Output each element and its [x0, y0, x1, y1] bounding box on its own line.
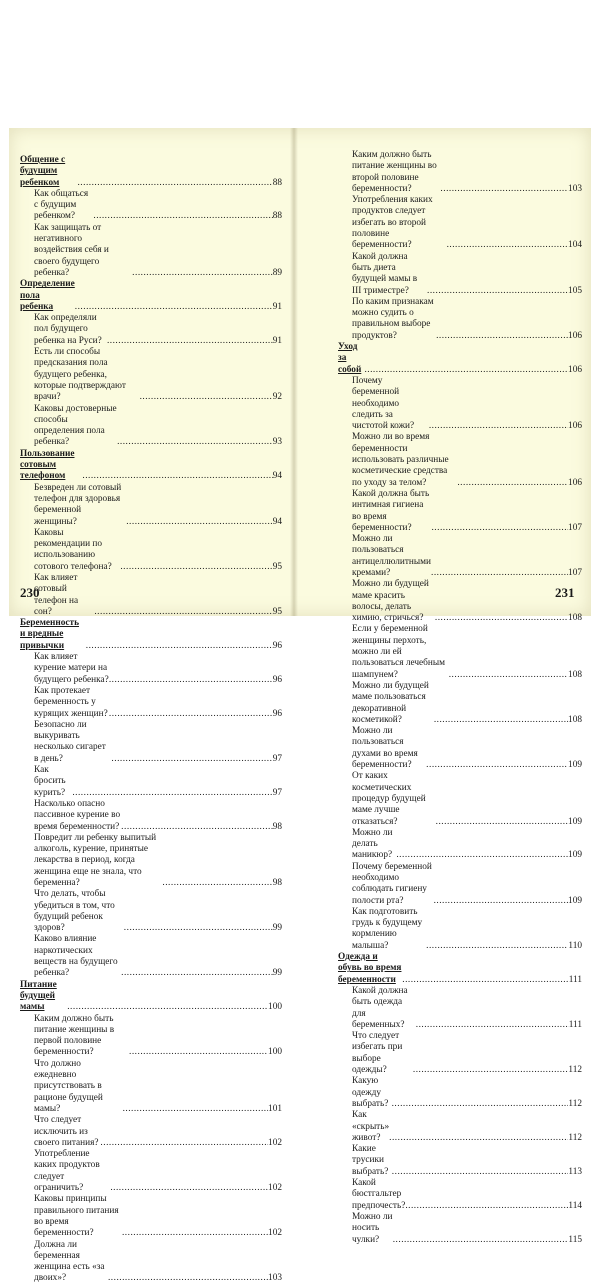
dot-leader — [100, 1138, 268, 1149]
toc-page-number: 89 — [272, 267, 282, 278]
dot-leader — [111, 754, 272, 765]
toc-page-number: 102 — [268, 1228, 282, 1239]
dot-leader — [93, 211, 272, 222]
dot-leader — [392, 1167, 569, 1178]
toc-entry — [338, 195, 582, 251]
toc-entry — [20, 1149, 282, 1194]
toc-entry — [20, 1059, 282, 1115]
toc-entry-title: Каковы принципы правильного питания во время беременности? — [34, 1194, 119, 1239]
toc-page-number: 102 — [268, 1183, 282, 1194]
toc-entry-title: Какую одежду выбрать? — [352, 1076, 389, 1109]
toc-page-number: 88 — [272, 177, 282, 188]
toc-entry — [338, 579, 582, 624]
page-number-right: 231 — [555, 585, 575, 600]
toc-entry — [338, 252, 582, 297]
toc-entry-title: Если у беременной женщины перхоть, можно ли ей пользоваться лечебным шампунем? — [352, 624, 446, 680]
toc-entry — [338, 297, 582, 342]
toc-entry — [20, 1115, 282, 1149]
dot-leader — [132, 268, 273, 279]
toc-page-number: 92 — [272, 392, 282, 403]
toc-entry-title: Каково влияние наркотических веществ на будущего ребенка? — [34, 934, 118, 979]
dot-leader — [440, 184, 568, 195]
toc-entry-title: Какой должна быть одежда для беременных? — [352, 985, 408, 1030]
dot-leader — [434, 896, 568, 907]
dot-leader — [86, 641, 273, 652]
left-page — [20, 155, 282, 1285]
dot-leader — [431, 568, 568, 579]
dot-leader — [364, 365, 568, 376]
toc-entry-title: Что делать, чтобы убедиться в том, что будущий ребенок здоров? — [34, 889, 115, 934]
toc-entry — [338, 1110, 582, 1144]
dot-leader — [426, 941, 568, 952]
toc-entry — [20, 313, 282, 347]
toc-entry-title: Одежда и обувь во время беременности — [338, 952, 402, 985]
toc-page-number: 111 — [568, 1019, 582, 1030]
toc-page-number: 95 — [272, 561, 282, 572]
toc-entry — [20, 889, 282, 934]
toc-page-number: 96 — [272, 674, 282, 685]
toc-page-number: 101 — [268, 1103, 282, 1114]
toc-entry-title: Что должно ежедневно присутствовать в рационе будущей мамы? — [34, 1058, 103, 1114]
toc-entry — [338, 1178, 582, 1212]
dot-leader — [429, 421, 568, 432]
toc-entry — [20, 223, 282, 279]
toc-page-number: 106 — [568, 364, 582, 375]
toc-entry — [20, 573, 282, 618]
dot-leader — [427, 286, 568, 297]
toc-entry — [338, 1144, 582, 1178]
toc-page-number: 115 — [568, 1234, 582, 1245]
toc-page-number: 102 — [268, 1137, 282, 1148]
toc-entry-title: Каким должно быть питание женщины в первой половине беременности? — [34, 1013, 115, 1058]
dot-leader — [396, 850, 568, 861]
toc-page-number: 95 — [272, 606, 282, 617]
toc-entry-title: Как общаться с будущим ребенком? — [34, 188, 89, 222]
toc-entry-title: Определение пола ребенка — [20, 279, 75, 312]
dot-leader — [109, 709, 273, 720]
toc-entry-title: Что следует исключить из своего питания? — [34, 1115, 99, 1148]
dot-leader — [122, 1228, 268, 1239]
toc-entry — [20, 1014, 282, 1059]
toc-page-number: 93 — [272, 437, 282, 448]
toc-entry — [20, 833, 282, 889]
dot-leader — [431, 523, 568, 534]
toc-entry — [338, 150, 582, 195]
dot-leader — [426, 760, 568, 771]
table-of-contents-left — [20, 155, 282, 1285]
toc-entry-title: По каким признакам можно судить о правильном выборе продуктов? — [352, 296, 434, 341]
toc-page-number: 97 — [272, 787, 282, 798]
toc-entry-title: Каковы достоверные способы определения пола ребенка? — [34, 403, 117, 448]
page-number-left: 230 — [20, 585, 40, 600]
dot-leader — [405, 1201, 568, 1212]
toc-entry — [338, 1212, 582, 1246]
toc-entry-title: Должна ли беременная женщина есть «за двоих»? — [34, 1239, 105, 1284]
toc-entry-title: Можно ли носить чулки? — [352, 1211, 393, 1245]
toc-entry-title: Можно ли пользоваться антицеллюлитными кремами? — [352, 534, 431, 578]
toc-entry-title: Безопасно ли выкуривать несколько сигарет в день? — [34, 719, 106, 764]
toc-entry — [20, 404, 282, 449]
dot-leader — [67, 1002, 268, 1013]
toc-section — [20, 279, 282, 313]
toc-entry-title: Можно ли во время беременности использовать различные косметические средства по уходу за телом? — [352, 432, 449, 488]
dot-leader — [75, 302, 273, 313]
toc-page-number: 104 — [568, 240, 582, 251]
toc-page-number: 99 — [272, 923, 282, 934]
toc-entry — [20, 720, 282, 765]
toc-entry — [20, 1240, 282, 1285]
toc-entry — [338, 376, 582, 432]
toc-entry-title: Можно ли делать маникюр? — [352, 827, 393, 861]
dot-leader — [94, 607, 272, 618]
toc-page-number: 108 — [568, 613, 582, 624]
toc-entry-title: От каких косметических процедур будущей маме лучше отказаться? — [352, 771, 426, 827]
dot-leader — [129, 1047, 268, 1058]
dot-leader — [436, 331, 568, 342]
toc-page-number: 109 — [568, 816, 582, 827]
toc-entry-title: Какой должна быть интимная гигиена во время беременности? — [352, 488, 430, 533]
dot-leader — [435, 613, 568, 624]
toc-entry — [20, 347, 282, 403]
toc-entry — [20, 934, 282, 979]
toc-page-number: 96 — [272, 708, 282, 719]
toc-section — [20, 618, 282, 652]
toc-entry-title: Каковы рекомендации по использованию сотового телефона? — [34, 527, 112, 572]
toc-entry-title: Как протекает беременность у курящих женщин? — [34, 685, 108, 719]
toc-page-number: 98 — [272, 821, 282, 832]
toc-page-number: 108 — [568, 669, 582, 680]
toc-entry-title: Питание будущей мамы — [20, 979, 57, 1013]
dot-leader — [434, 715, 568, 726]
toc-entry-title: Есть ли способы предсказания пола будущего ребенка, которые подтверждают врачи? — [34, 347, 126, 403]
toc-entry — [20, 483, 282, 528]
toc-page-number: 91 — [272, 301, 282, 312]
toc-entry-title: Беременность и вредные привычки — [20, 618, 79, 651]
toc-entry — [338, 1031, 582, 1076]
dot-leader — [389, 1133, 568, 1144]
toc-page-number: 99 — [272, 968, 282, 979]
toc-entry — [20, 528, 282, 573]
toc-page-number: 100 — [268, 1002, 282, 1013]
table-of-contents-right — [320, 150, 582, 1246]
toc-section — [20, 155, 282, 189]
toc-entry-title: Каким должно быть питание женщины во второй половине беременности? — [352, 150, 437, 194]
dot-leader — [120, 562, 272, 573]
toc-entry-title: Как защищать от негативного воздействия себя и своего будущего ребенка? — [34, 222, 109, 278]
toc-page-number: 109 — [568, 895, 582, 906]
toc-entry — [338, 1076, 582, 1110]
toc-entry-title: Как подготовить грудь к будущему кормлению малыша? — [352, 906, 423, 951]
dot-leader — [436, 817, 568, 828]
dot-leader — [413, 1065, 569, 1076]
toc-entry-title: Повредит ли ребенку выпитый алкоголь, курение, принятые лекарства в период, когда женщина еще не знала, что беременна? — [34, 832, 157, 888]
toc-entry-title: Что следует избегать при выборе одежды? — [352, 1031, 403, 1076]
toc-entry-title: Можно ли пользоваться духами во время беременности? — [352, 726, 418, 771]
toc-entry-title: Какой бюстгальтер предпочесть? — [352, 1178, 406, 1211]
dot-leader — [124, 923, 273, 934]
toc-entry-title: Почему беременной необходимо соблюдать гигиену полости рта? — [352, 861, 432, 906]
toc-entry-title: Уход за собой — [338, 342, 362, 375]
dot-leader — [393, 1235, 569, 1246]
toc-page-number: 91 — [272, 335, 282, 346]
toc-entry-title: Почему беременной необходимо следить за чистотой кожи? — [352, 375, 415, 432]
toc-entry-title: Как «скрыть» живот? — [352, 1110, 390, 1143]
toc-entry — [338, 681, 582, 726]
toc-section — [20, 449, 282, 483]
toc-entry-title: Насколько опасно пассивное курение во время беременности? — [34, 798, 121, 832]
toc-entry — [20, 1194, 282, 1239]
dot-leader — [123, 1104, 268, 1115]
right-page — [320, 150, 582, 1246]
toc-page-number: 114 — [568, 1200, 582, 1211]
dot-leader — [121, 822, 273, 833]
toc-entry — [338, 828, 582, 862]
dot-leader — [110, 1183, 268, 1194]
toc-entry-title: Можно ли будущей маме красить волосы, делать химию, стричься? — [352, 579, 429, 624]
toc-entry-title: Употребления каких продуктов следует избегать во второй половине беременности? — [352, 195, 433, 251]
toc-entry-title: Как влияет сотовый телефон на сон? — [34, 572, 79, 617]
toc-entry-title: Общение с будущим ребенком — [20, 155, 66, 188]
toc-entry-title: Можно ли будущей маме пользоваться декоративной косметикой? — [352, 680, 429, 725]
toc-page-number: 107 — [568, 522, 582, 533]
toc-entry-title: Как бросить курить? — [34, 765, 66, 798]
dot-leader — [121, 968, 273, 979]
toc-entry-title: Как влияет курение матери на будущего ребенка? — [34, 652, 109, 685]
toc-entry — [20, 686, 282, 720]
dot-leader — [416, 1020, 569, 1031]
toc-page-number: 112 — [568, 1065, 582, 1076]
toc-page-number: 105 — [568, 285, 582, 296]
dot-leader — [162, 878, 272, 889]
toc-entry — [338, 986, 582, 1031]
toc-entry — [338, 489, 582, 534]
toc-page-number: 88 — [272, 211, 282, 222]
toc-section — [338, 342, 582, 376]
toc-entry-title: Пользование сотовым телефоном — [20, 448, 75, 482]
dot-leader — [140, 392, 273, 403]
toc-entry — [338, 534, 582, 579]
toc-entry — [20, 765, 282, 799]
toc-page-number: 109 — [568, 760, 582, 771]
toc-entry — [338, 771, 582, 827]
toc-section — [20, 980, 282, 1014]
toc-entry — [338, 862, 582, 907]
toc-entry-title: Какие трусики выбрать? — [352, 1144, 389, 1177]
toc-entry-title: Употребление каких продуктов следует ограничить? — [34, 1149, 100, 1194]
toc-entry — [20, 799, 282, 833]
dot-leader — [402, 975, 568, 986]
toc-entry-title: Как определяли пол будущего ребенка на Руси? — [34, 313, 102, 346]
toc-section — [338, 952, 582, 986]
dot-leader — [77, 178, 272, 189]
toc-entry-title: Безвреден ли сотовый телефон для здоровья беременной женщины? — [34, 482, 122, 527]
toc-page-number: 100 — [268, 1047, 282, 1058]
toc-page-number: 98 — [272, 878, 282, 888]
toc-entry — [20, 189, 282, 223]
toc-page-number: 109 — [568, 850, 582, 861]
toc-page-number: 110 — [568, 940, 582, 951]
toc-entry — [20, 652, 282, 686]
toc-page-number: 108 — [568, 714, 582, 725]
toc-entry — [338, 624, 582, 680]
toc-page-number: 112 — [568, 1132, 582, 1143]
dot-leader — [447, 240, 568, 251]
dot-leader — [449, 670, 568, 681]
toc-page-number: 96 — [272, 640, 282, 651]
toc-page-number: 112 — [568, 1098, 582, 1109]
toc-page-number: 107 — [568, 567, 582, 578]
dot-leader — [392, 1099, 569, 1110]
toc-page-number: 106 — [568, 421, 582, 432]
toc-page-number: 103 — [268, 1273, 282, 1284]
toc-page-number: 113 — [568, 1166, 582, 1177]
dot-leader — [108, 1273, 268, 1284]
toc-page-number: 111 — [568, 974, 582, 985]
toc-page-number: 94 — [272, 516, 282, 527]
toc-entry — [338, 432, 582, 488]
dot-leader — [82, 471, 272, 482]
toc-entry — [338, 907, 582, 952]
toc-page-number: 106 — [568, 477, 582, 488]
toc-entry — [338, 726, 582, 771]
dot-leader — [72, 788, 272, 799]
dot-leader — [117, 437, 273, 448]
toc-page-number: 97 — [272, 753, 282, 764]
toc-entry-title: Какой должна быть диета будущей мамы в III триместре? — [352, 251, 418, 296]
dot-leader — [457, 478, 568, 489]
dot-leader — [109, 675, 273, 686]
book-gutter — [290, 128, 298, 616]
dot-leader — [126, 517, 272, 528]
toc-page-number: 106 — [568, 330, 582, 341]
toc-page-number: 94 — [272, 471, 282, 482]
dot-leader — [107, 336, 273, 347]
toc-page-number: 103 — [568, 183, 582, 194]
